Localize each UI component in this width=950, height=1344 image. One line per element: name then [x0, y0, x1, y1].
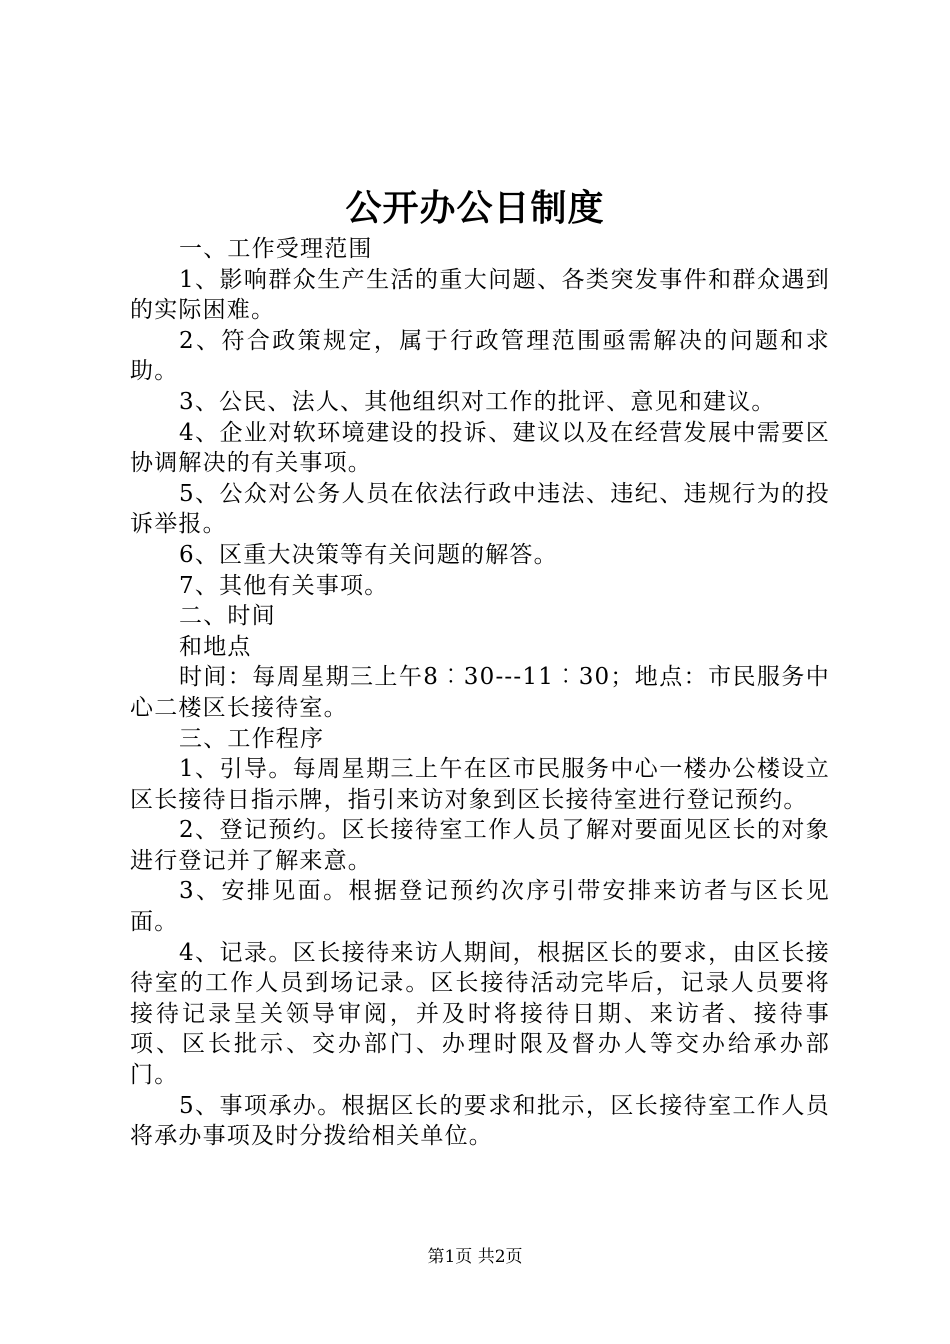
- paragraph: 7、其他有关事项。: [179, 572, 389, 599]
- section-heading-continued: 和地点: [179, 633, 252, 660]
- paragraph: 4、记录。区长接待来访人期间，根据区长的要求，由区长接待室的工作人员到场记录。区长接待活动完毕后，记录人员要将接待记录呈关领导审阅，并及时将接待日期、来访者、接待事项、区长批示、交办部门、办理时限及督办人等交办给承办部门。: [130, 939, 830, 1089]
- paragraph: 3、安排见面。根据登记预约次序引带安排来访者与区长见面。: [130, 878, 830, 936]
- paragraph: 4、企业对软环境建设的投诉、建议以及在经营发展中需要区协调解决的有关事项。: [130, 419, 830, 477]
- document-title: 公开办公日制度: [345, 187, 605, 229]
- section-heading: 一、工作受理范围: [179, 236, 373, 262]
- paragraph: 1、影响群众生产生活的重大问题、各类突发事件和群众遇到的实际困难。: [130, 266, 830, 324]
- page-footer: 第1页 共2页: [427, 1247, 523, 1267]
- paragraph: 6、区重大决策等有关问题的解答。: [179, 541, 558, 568]
- paragraph: 2、登记预约。区长接待室工作人员了解对要面见区长的对象进行登记并了解来意。: [130, 817, 830, 874]
- section-heading: 二、时间: [179, 603, 276, 630]
- paragraph: 5、公众对公务人员在依法行政中违法、违纪、违规行为的投诉举报。: [130, 480, 830, 538]
- paragraph: 2、符合政策规定，属于行政管理范围亟需解决的问题和求助。: [130, 327, 830, 385]
- paragraph: 5、事项承办。根据区长的要求和批示，区长接待室工作人员将承办事项及时分拨给相关单位。: [130, 1092, 830, 1150]
- paragraph: 3、公民、法人、其他组织对工作的批评、意见和建议。: [179, 388, 776, 415]
- document-body: [130, 234, 830, 1152]
- paragraph: 时间：每周星期三上午8︰30---11︰30；地点：市民服务中心二楼区长接待室。: [130, 664, 830, 721]
- section-heading: 三、工作程序: [179, 725, 325, 752]
- paragraph: 1、引导。每周星期三上午在区市民服务中心一楼办公楼设立区长接待日指示牌，指引来访对象到区长接待室进行登记预约。: [130, 756, 830, 813]
